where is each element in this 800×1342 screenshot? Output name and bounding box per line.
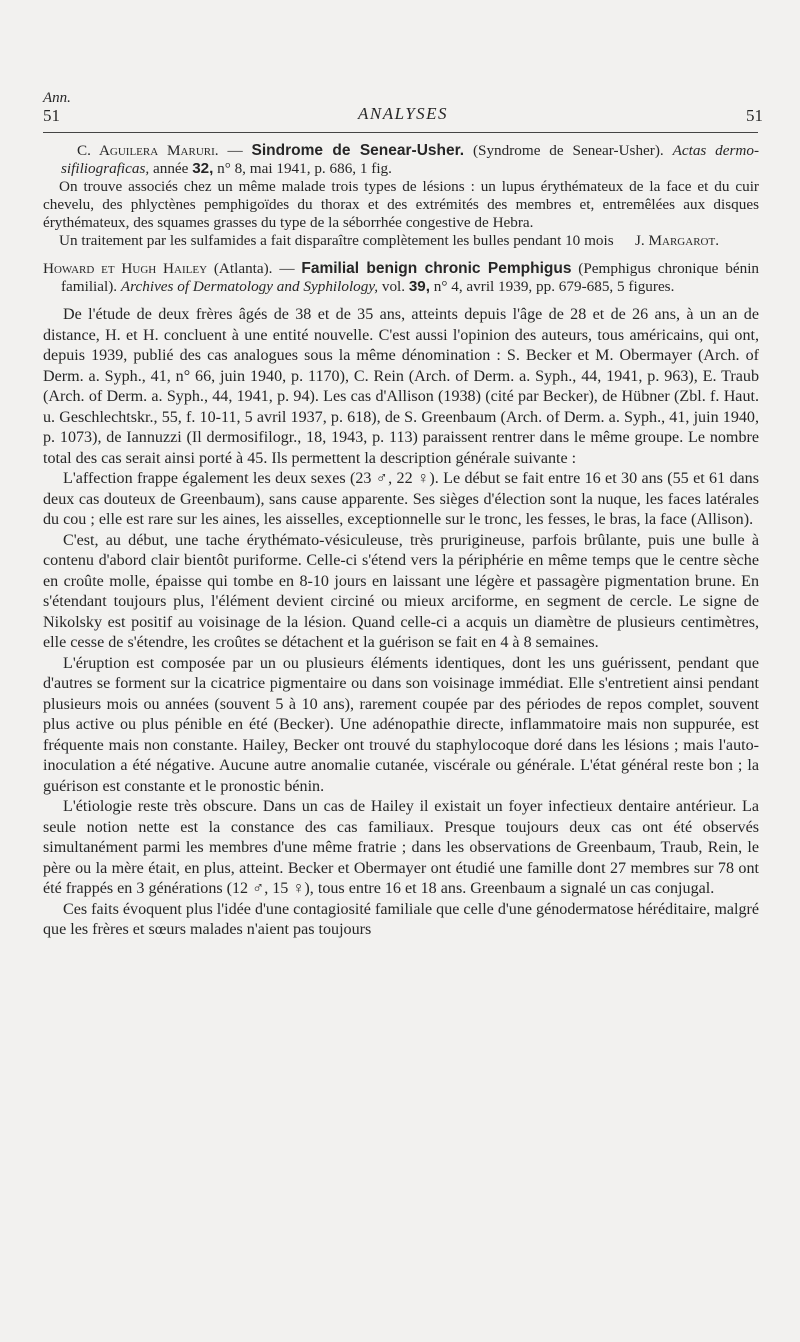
- entry-2-author: Howard et Hugh Hailey: [43, 260, 208, 278]
- running-title: ANALYSES: [357, 104, 449, 123]
- entry-1-subtitle: (Syndrome de Senear-Usher).: [472, 142, 664, 159]
- header-rule: [43, 132, 758, 133]
- entry-1-paragraph-2: Un traitement par les sulfamides a fait disparaître complètement les bulles pendant 10 mois: [59, 231, 614, 249]
- entry-1-journal: Actas dermo-sifiliograficas,: [61, 142, 760, 177]
- page-number-right: 51: [746, 106, 763, 125]
- entry-2-location: (Atlanta).: [213, 260, 273, 278]
- entry-1-volume: 32,: [192, 159, 214, 177]
- entry-2-journal: Archives of Dermatology and Syphilology,: [120, 278, 379, 296]
- entry-2-volume: 39,: [408, 278, 430, 296]
- paragraph: De l'étude de deux frères âgés de 38 et de 35 ans, atteints depuis l'âge de 28 et de 26 ans, à un an de distance, H. et H. concluent à une entité nouvelle. C'est aussi l'opinion des auteurs, tous américains, qui ont, depuis 1939, publié des cas analogues sous la même dénomination : S. Becker et M. Obermayer (Arch. of Derm. a. Syph., 41, n° 66, juin 1940, p. 1170), C. Rein (Arch. of Derm. a. Syph., 44, 1941, p. 963), E. Traub (Arch. of Derm. a. Syph., 44, 1941, p. 94). Les cas d'Allison (1938) (cité par Becker), de Hübner (Zbl. f. Haut. u. Geschlechtskr., 55, f. 10-11, 5 avril 1937, p. 618), de S. Greenbaum (Arch. of Derm. a. Syph., 41, juin 1940, p. 1073), de Iannuzzi (Il dermosifilogr., 18, 1943, p. 113) paraissent rentrer dans le même groupe. Le nombre total des cas serait ainsi porté à 45. Ils permettent la description générale suivante :: [43, 306, 759, 467]
- abstract-entry-1: [43, 142, 759, 249]
- entry-1-author: C. Aguilera Maruri.: [77, 142, 219, 159]
- annotation-ann: Ann.: [43, 90, 71, 106]
- entry-2-title: Familial benign chronic Pemphigus: [301, 260, 572, 278]
- entry-1-ref-rest: n° 8, mai 1941, p. 686, 1 fig.: [217, 159, 392, 177]
- paragraph: L'étiologie reste très obscure. Dans un cas de Hailey il existait un foyer infectieux dentaire antérieur. La seule notion nette est la constance des cas familiaux. Presque toujours deux cas ont été observés simultanément parmi les membres d'une même fratrie ; dans les observations de Greenbaum, Traub, Rein, le père ou la mère était, en plus, atteint. Becker et Obermayer ont étudié une famille dont 27 membres sur 78 ont été frappés en 3 générations (12 ♂, 15 ♀), tous entre 16 et 18 ans. Greenbaum a signalé un cas conjugal.: [43, 798, 759, 898]
- entry-2-subtitle: (Pemphigus chronique bénin familial).: [61, 260, 760, 296]
- entry-1-title: Sindrome de Senear-Usher.: [251, 142, 465, 159]
- page-number-left: 51: [43, 106, 60, 125]
- entry-2-ref-rest: n° 4, avril 1939, pp. 679-685, 5 figures.: [433, 278, 675, 296]
- entry-1-signature: J. Margarot.: [635, 231, 719, 249]
- paragraph: L'éruption est composée par un ou plusieurs éléments identiques, dont les uns guérissent, pendant que d'autres se forment sur la cicatrice pigmentaire ou dans son voisinage immédiat. Elle s'entretient ainsi pendant plusieurs mois ou années (souvent 5 à 10 ans), rarement coupée par des périodes de repos complet, souvent plus active ou plus pénible en été (Becker). Une adénopathie directe, inflammatoire mais non suppurée, est fréquente mais non constante. Hailey, Becker ont trouvé du staphylocoque doré dans les lésions ; mais l'auto-inoculation a été négative. Aucune autre anomalie cutanée, viscérale ou générale. L'état général reste bon ; la guérison est constante et le pronostic bénin.: [43, 654, 759, 795]
- entry-1-heading: [43, 142, 759, 178]
- paragraph: Ces faits évoquent plus l'idée d'une contagiosité familiale que celle d'une génodermatose héréditaire, malgré que les frères et sœurs malades n'aient pas toujours: [43, 900, 760, 939]
- entry-1-dash: —: [227, 142, 243, 159]
- entry-2-vol-label: vol.: [381, 278, 406, 296]
- running-head: [43, 90, 763, 130]
- paragraph: C'est, au début, une tache érythémato-vésiculeuse, très prurigineuse, parfois brûlante, puis une bulle à contenu d'abord clair bientôt puriforme. Celle-ci s'étend vers la périphérie en même temps que le centre sèche en croûte molle, épaisse qui tombe en 8-10 jours en laissant une légère et passagère pigmentation brune. En s'étendant toujours plus, l'élément devient circiné ou mieux arciforme, en segment de cercle. Le signe de Nikolsky est positif au voisinage de la lésion. Quand celle-ci a acquis un diamètre de plusieurs centimètres, elle cesse de s'étendre, les croûtes se détachent et la guérison se fait en 4 à 8 semaines.: [43, 531, 759, 652]
- entry-2-dash: —: [279, 260, 295, 278]
- entry-1-year-label: année: [152, 159, 189, 177]
- entry-2-heading: [43, 260, 759, 296]
- page-body: [43, 142, 759, 941]
- paragraph: L'affection frappe également les deux sexes (23 ♂, 22 ♀). Le début se fait entre 16 et 30 ans (55 et 61 dans deux cas douteux de Greenbaum), sans cause apparente. Ses sièges d'élection sont la nuque, les faces latérales du cou ; elle est rare sur les aines, les aisselles, exceptionnelle sur le tronc, les fesses, le bras, la face (Allison).: [43, 470, 759, 529]
- entry-1-paragraph-1: On trouve associés chez un même malade trois types de lésions : un lupus érythémateux de la face et du cuir chevelu, des phlyctènes pemphigoïdes du thorax et des extrémités des membres et, entremêlées aux disques érythémateux, des squames grasses du type de la séborrhée congestive de Hebra.: [43, 177, 759, 231]
- main-text: [43, 305, 759, 941]
